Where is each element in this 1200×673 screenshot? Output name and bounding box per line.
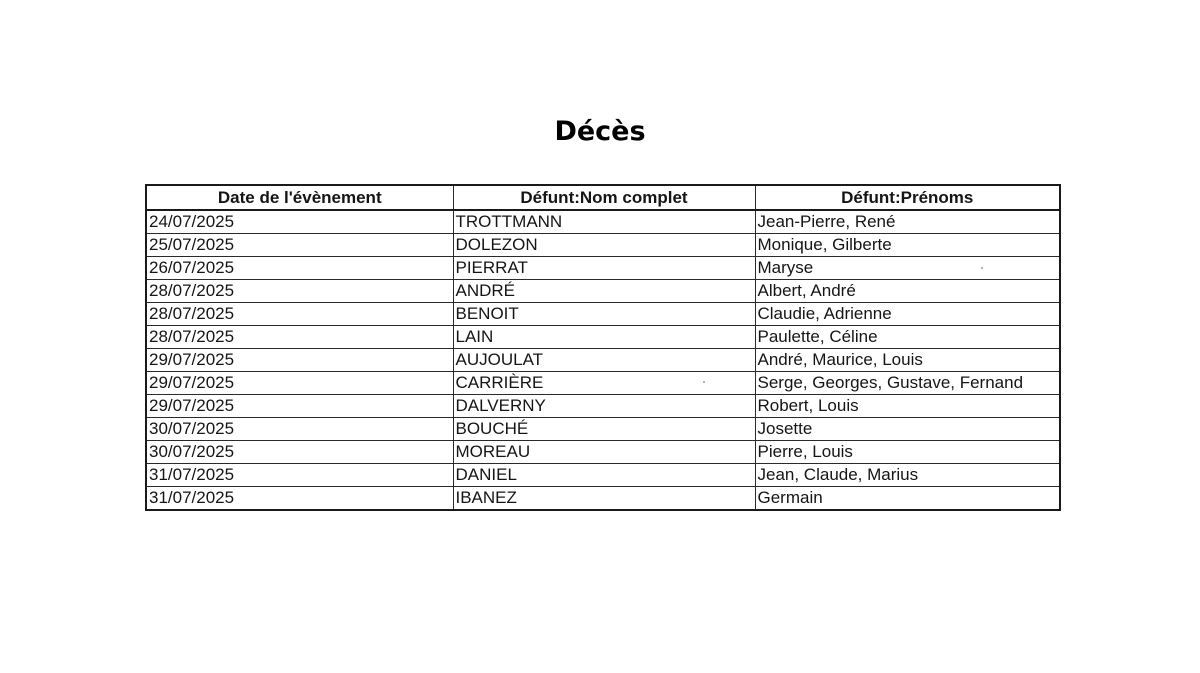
cell-date: 29/07/2025 bbox=[146, 372, 453, 395]
column-header-date: Date de l'évènement bbox=[146, 185, 453, 210]
cell-date: 31/07/2025 bbox=[146, 487, 453, 511]
scan-speck bbox=[703, 381, 705, 383]
cell-full-name: IBANEZ bbox=[453, 487, 755, 511]
table-row bbox=[146, 349, 1060, 372]
cell-date: 28/07/2025 bbox=[146, 326, 453, 349]
page-title: Décès bbox=[554, 116, 646, 147]
cell-date: 26/07/2025 bbox=[146, 257, 453, 280]
table-row bbox=[146, 441, 1060, 464]
cell-first-names: Claudie, Adrienne bbox=[755, 303, 1060, 326]
cell-full-name: LAIN bbox=[453, 326, 755, 349]
cell-date: 30/07/2025 bbox=[146, 418, 453, 441]
table-row bbox=[146, 257, 1060, 280]
cell-first-names: Paulette, Céline bbox=[755, 326, 1060, 349]
table-row bbox=[146, 372, 1060, 395]
table-row bbox=[146, 326, 1060, 349]
column-header-full-name: Défunt:Nom complet bbox=[453, 185, 755, 210]
cell-date: 29/07/2025 bbox=[146, 349, 453, 372]
cell-date: 24/07/2025 bbox=[146, 210, 453, 234]
cell-first-names: Josette bbox=[755, 418, 1060, 441]
header-row bbox=[146, 185, 1060, 210]
cell-first-names: Jean, Claude, Marius bbox=[755, 464, 1060, 487]
cell-date: 25/07/2025 bbox=[146, 234, 453, 257]
cell-first-names: Monique, Gilberte bbox=[755, 234, 1060, 257]
table-row bbox=[146, 395, 1060, 418]
cell-full-name: DALVERNY bbox=[453, 395, 755, 418]
cell-first-names: Maryse bbox=[755, 257, 1060, 280]
cell-first-names: André, Maurice, Louis bbox=[755, 349, 1060, 372]
cell-date: 30/07/2025 bbox=[146, 441, 453, 464]
table-row bbox=[146, 280, 1060, 303]
cell-full-name: CARRIÈRE bbox=[453, 372, 755, 395]
cell-first-names: Jean-Pierre, René bbox=[755, 210, 1060, 234]
cell-date: 28/07/2025 bbox=[146, 280, 453, 303]
cell-full-name: AUJOULAT bbox=[453, 349, 755, 372]
table-row bbox=[146, 487, 1060, 511]
cell-first-names: Germain bbox=[755, 487, 1060, 511]
cell-first-names: Serge, Georges, Gustave, Fernand bbox=[755, 372, 1060, 395]
cell-full-name: PIERRAT bbox=[453, 257, 755, 280]
cell-first-names: Robert, Louis bbox=[755, 395, 1060, 418]
cell-date: 28/07/2025 bbox=[146, 303, 453, 326]
table-header bbox=[146, 185, 1060, 210]
cell-first-names: Pierre, Louis bbox=[755, 441, 1060, 464]
cell-first-names: Albert, André bbox=[755, 280, 1060, 303]
table-row bbox=[146, 303, 1060, 326]
cell-full-name: DANIEL bbox=[453, 464, 755, 487]
cell-full-name: ANDRÉ bbox=[453, 280, 755, 303]
column-header-first-names: Défunt:Prénoms bbox=[755, 185, 1060, 210]
table-row bbox=[146, 464, 1060, 487]
cell-full-name: BENOIT bbox=[453, 303, 755, 326]
deaths-table bbox=[145, 184, 1061, 511]
cell-full-name: DOLEZON bbox=[453, 234, 755, 257]
table-body bbox=[146, 210, 1060, 510]
cell-date: 29/07/2025 bbox=[146, 395, 453, 418]
table-row bbox=[146, 210, 1060, 234]
cell-date: 31/07/2025 bbox=[146, 464, 453, 487]
table-row bbox=[146, 234, 1060, 257]
scan-speck bbox=[981, 267, 983, 269]
table-row bbox=[146, 418, 1060, 441]
cell-full-name: TROTTMANN bbox=[453, 210, 755, 234]
cell-full-name: MOREAU bbox=[453, 441, 755, 464]
cell-full-name: BOUCHÉ bbox=[453, 418, 755, 441]
